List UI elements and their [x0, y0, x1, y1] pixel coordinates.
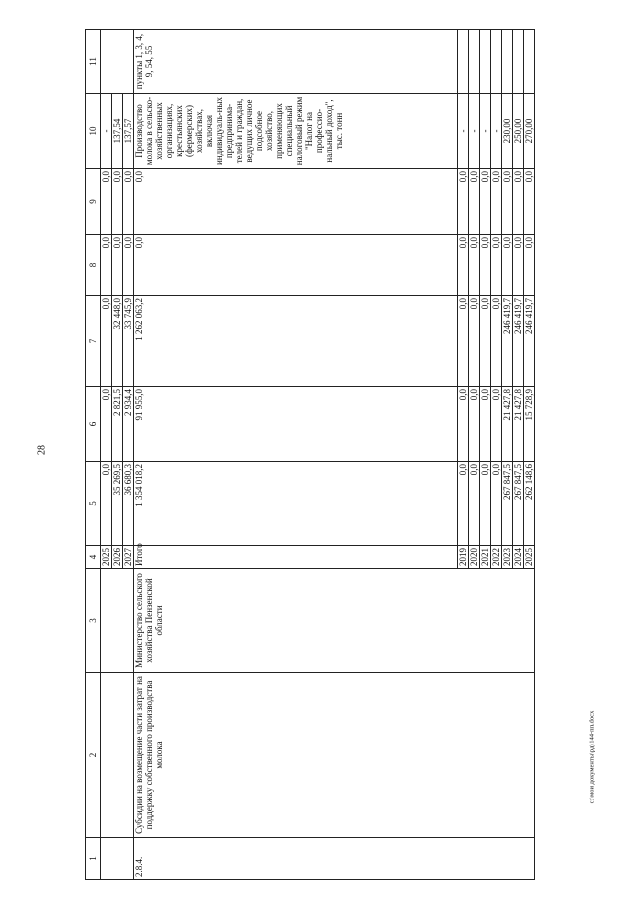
column-header: 7: [86, 296, 101, 387]
executor-cell: Министерство сельского хозяйства Пензенской области: [134, 569, 535, 673]
value-cell: 0,0: [480, 387, 491, 462]
footer-file-path: c:\мои документы\рд\144-пп.docx: [588, 710, 596, 804]
empty-cell: [513, 30, 524, 94]
value-cell: 2 934,4: [123, 387, 134, 462]
year-cell: 2024: [513, 546, 524, 569]
year-cell: 2026: [112, 546, 123, 569]
year-cell: 2025: [101, 546, 112, 569]
value-cell: 0,0: [101, 235, 112, 296]
value-cell: 0,0: [480, 296, 491, 387]
value-cell: 0,0: [513, 235, 524, 296]
indicator-value-cell: -: [491, 94, 502, 169]
value-cell: 1 262 063,2: [134, 296, 458, 387]
column-header: 9: [86, 169, 101, 235]
value-cell: 15 728,9: [524, 387, 535, 462]
value-cell: 0,0: [502, 169, 513, 235]
value-cell: 0,0: [491, 169, 502, 235]
value-cell: 2 821,5: [112, 387, 123, 462]
value-cell: 36 680,3: [123, 462, 134, 546]
page-number: 28: [36, 445, 48, 455]
value-cell: 0,0: [458, 296, 469, 387]
indicator-name-cell: Производство молока в сельско-хозяйственных организациях, крестьянских (фермерских) хозяйствах, включая индивидуаль-ных предпринима-телей и граждан, ведущих личное подсобное хозяйство, применяющих специальный налоговый режим "Налог на профессио-нальный доход", тыс. тонн: [134, 94, 458, 169]
value-cell: 0,0: [123, 169, 134, 235]
indicator-value-cell: -: [101, 94, 112, 169]
value-cell: 0,0: [123, 235, 134, 296]
year-cell: 2023: [502, 546, 513, 569]
value-cell: 246 419,7: [502, 296, 513, 387]
empty-cell: [101, 30, 134, 94]
indicator-value-cell: 250,00: [513, 94, 524, 169]
program-table: [85, 29, 535, 880]
value-cell: 0,0: [480, 462, 491, 546]
value-cell: 0,0: [101, 387, 112, 462]
empty-cell: [469, 30, 480, 94]
column-header: 1: [86, 838, 101, 880]
year-cell: 2025: [524, 546, 535, 569]
year-cell: 2021: [480, 546, 491, 569]
value-cell: 0,0: [112, 235, 123, 296]
empty-cell: [502, 30, 513, 94]
value-cell: 0,0: [469, 462, 480, 546]
item-total-row: [134, 30, 458, 880]
item-number-cell: 2.8.4.: [134, 838, 535, 880]
value-cell: 0,0: [469, 387, 480, 462]
value-cell: 246 419,7: [524, 296, 535, 387]
indicator-value-cell: -: [469, 94, 480, 169]
empty-cell: [101, 838, 134, 880]
value-cell: 32 448,0: [112, 296, 123, 387]
value-cell: 0,0: [491, 462, 502, 546]
column-header: 10: [86, 94, 101, 169]
value-cell: 262 148,6: [524, 462, 535, 546]
column-header: 6: [86, 387, 101, 462]
value-cell: 0,0: [134, 169, 458, 235]
empty-cell: [101, 673, 134, 838]
value-cell: 0,0: [524, 169, 535, 235]
year-cell: 2020: [469, 546, 480, 569]
value-cell: 0,0: [458, 387, 469, 462]
value-cell: 0,0: [524, 235, 535, 296]
indicator-value-cell: 137,54: [112, 94, 123, 169]
value-cell: 267 847,5: [513, 462, 524, 546]
value-cell: 0,0: [458, 169, 469, 235]
value-cell: 0,0: [491, 235, 502, 296]
empty-cell: [458, 30, 469, 94]
column-header: 5: [86, 462, 101, 546]
empty-cell: [101, 569, 134, 673]
value-cell: 0,0: [480, 235, 491, 296]
indicator-value-cell: 137,57: [123, 94, 134, 169]
value-cell: 0,0: [458, 462, 469, 546]
column-header: 3: [86, 569, 101, 673]
total-label-cell: Итого: [134, 546, 458, 569]
header-row: [86, 30, 101, 880]
indicator-value-cell: 230,00: [502, 94, 513, 169]
value-cell: 21 427,8: [513, 387, 524, 462]
rotated-table-container: [85, 30, 535, 880]
column-header: 8: [86, 235, 101, 296]
indicator-value-cell: -: [480, 94, 491, 169]
empty-cell: [524, 30, 535, 94]
empty-cell: [491, 30, 502, 94]
value-cell: 0,0: [480, 169, 491, 235]
year-cell: 2027: [123, 546, 134, 569]
column-header: 2: [86, 673, 101, 838]
indicator-value-cell: -: [458, 94, 469, 169]
value-cell: 91 955,0: [134, 387, 458, 462]
item-name-cell: Субсидии на возмещение части затрат на поддержку собственного производства молока: [134, 673, 535, 838]
value-cell: 0,0: [491, 296, 502, 387]
value-cell: 0,0: [469, 235, 480, 296]
value-cell: 0,0: [469, 169, 480, 235]
value-cell: 0,0: [491, 387, 502, 462]
column-header: 11: [86, 30, 101, 94]
value-cell: 33 745,9: [123, 296, 134, 387]
value-cell: 0,0: [469, 296, 480, 387]
value-cell: 1 354 018,2: [134, 462, 458, 546]
value-cell: 0,0: [134, 235, 458, 296]
value-cell: 0,0: [112, 169, 123, 235]
value-cell: 0,0: [502, 235, 513, 296]
column-header: 4: [86, 546, 101, 569]
year-cell: 2019: [458, 546, 469, 569]
value-cell: 0,0: [101, 462, 112, 546]
value-cell: 0,0: [458, 235, 469, 296]
value-cell: 0,0: [513, 169, 524, 235]
value-cell: 21 427,8: [502, 387, 513, 462]
value-cell: 246 419,7: [513, 296, 524, 387]
table-body: [86, 30, 535, 880]
indicator-value-cell: 270,00: [524, 94, 535, 169]
value-cell: 35 269,5: [112, 462, 123, 546]
empty-cell: [480, 30, 491, 94]
year-cell: 2022: [491, 546, 502, 569]
value-cell: 267 847,5: [502, 462, 513, 546]
points-cell: пункты 1, 3, 4, 9, 54, 55: [134, 30, 458, 94]
value-cell: 0,0: [101, 169, 112, 235]
table-row: [101, 30, 112, 880]
value-cell: 0,0: [101, 296, 112, 387]
